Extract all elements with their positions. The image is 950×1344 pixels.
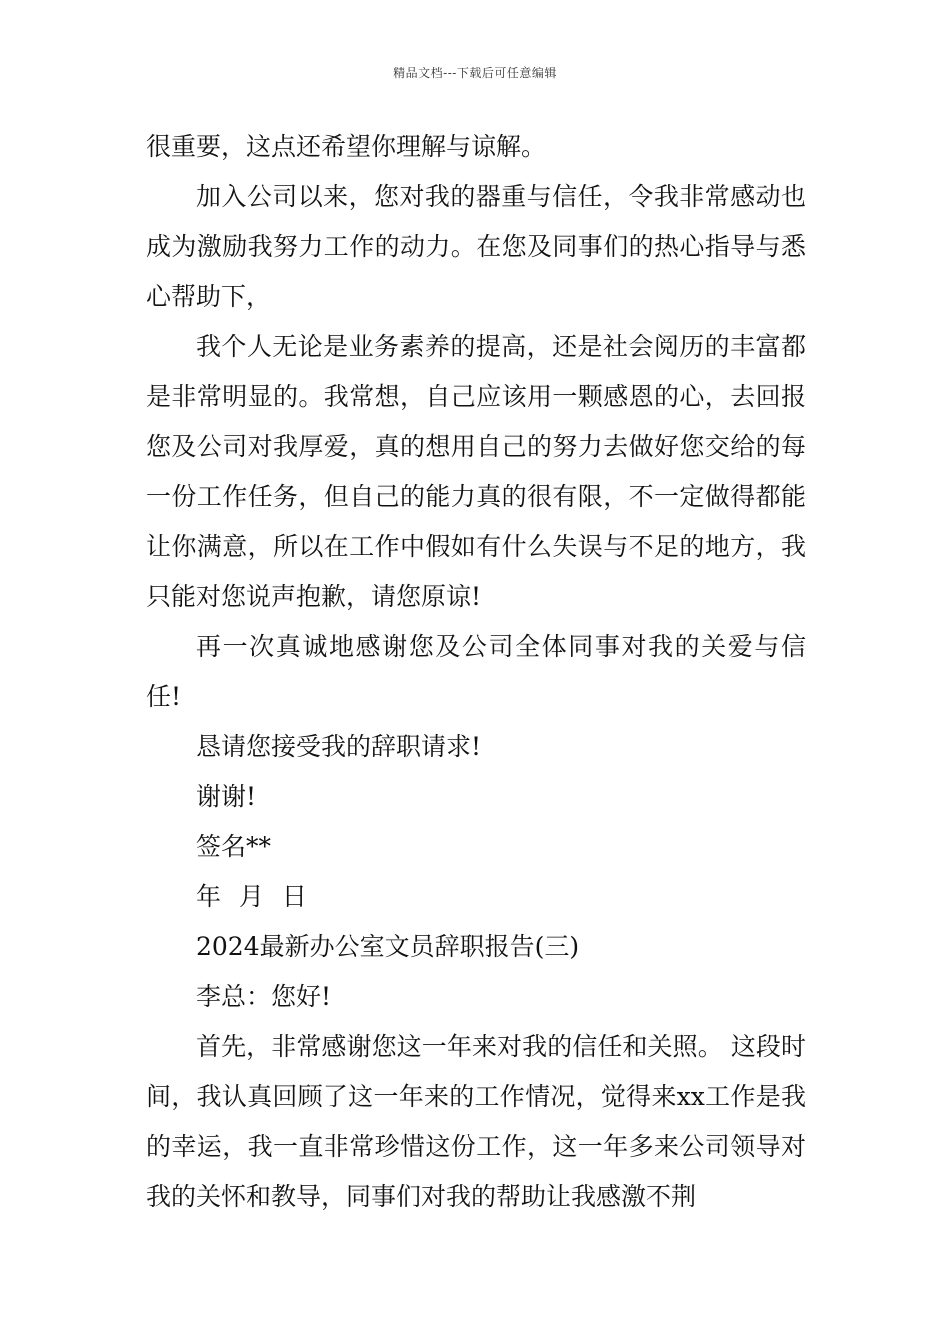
paragraph-gratitude: 加入公司以来，您对我的器重与信任，令我非常感动也成为激励我努力工作的动力。在您及同事们的热心指导与悉心帮助下，	[146, 182, 806, 311]
paragraph-opening: 首先，非常感谢您这一年来对我的信任和关照。 这段时间，我认真回顾了这一年来的工作情况，觉得来xx工作是我的幸运，我一直非常珍惜这份工作，这一年多来公司领导对我的关怀和教导，同事们对我的帮助让我感激不荆	[146, 1032, 806, 1211]
section-title: 2024最新办公室文员辞职报告(三)	[196, 932, 580, 961]
signature-line: 签名**	[196, 832, 272, 861]
page-header: 精品文档---下载后可任意编辑	[393, 66, 557, 80]
paragraph-growth: 我个人无论是业务素养的提高，还是社会阅历的丰富都是非常明显的。我常想，自己应该用一颗感恩的心，去回报您及公司对我厚爱，真的想用自己的努力去做好您交给的每一份工作任务，但自己的能力真的很有限，不一定做得都能让你满意，所以在工作中假如有什么失误与不足的地方，我只能对您说声抱歉，请您原谅!	[146, 332, 806, 611]
salutation: 李总：您好!	[196, 982, 332, 1011]
document-body	[146, 122, 806, 1222]
paragraph-request: 恳请您接受我的辞职请求!	[196, 732, 482, 761]
paragraph-thanks-again: 再一次真诚地感谢您及公司全体同事对我的关爱与信任!	[146, 632, 806, 711]
paragraph-thank-you: 谢谢!	[196, 782, 257, 811]
paragraph-continued: 很重要，这点还希望你理解与谅解。	[146, 132, 547, 161]
date-line: 年 月 日	[196, 882, 307, 911]
